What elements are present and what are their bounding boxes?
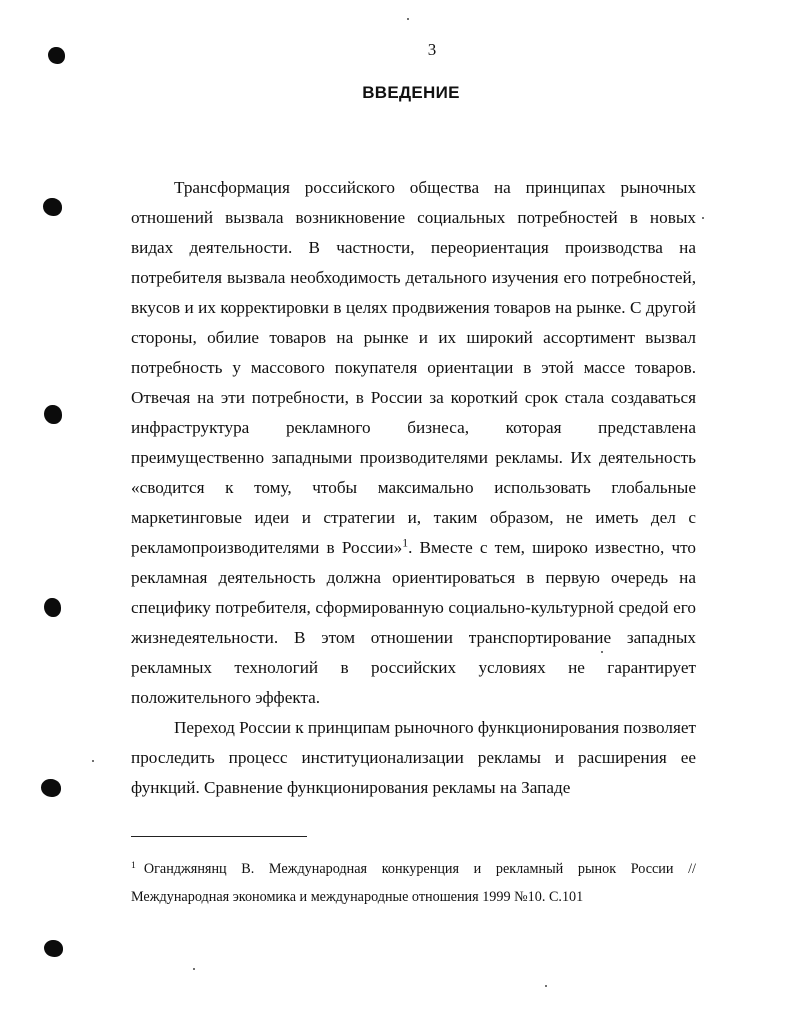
punch-hole-mark (44, 405, 62, 424)
punch-hole-mark (44, 598, 61, 617)
page-number: 3 (427, 40, 437, 59)
footnote (131, 855, 696, 911)
punch-hole-mark (43, 198, 62, 216)
punch-hole-mark (44, 940, 63, 957)
paragraph-1-text-end: . Вместе с тем, широко известно, что рекламная деятельность должна ориентироваться в первую очередь на специфику потребителя, сформированную социально-культурной средой его жизнедеятельности. В этом отношении транспортирование западных рекламных технологий в российских условиях не гарантирует положительного эффекта. (131, 538, 696, 707)
paragraph-1-text-start: Трансформация российского общества на принципах рыночных отношений вызвала возникновение социальных потребностей в новых видах деятельности. В частности, переориентация производства на потребителя вызвала необходимость детального изучения его потребностей, вкусов и их корректировки в целях продвижения товаров на рынке. С другой стороны, обилие товаров на рынке и их широкий ассортимент вызвал потребность у массового покупателя ориентации в этой массе товаров. Отвечая на эти потребности, в России за короткий срок стала создаваться инфраструктура рекламного бизнеса, которая представлена преимущественно западными производителями рекламы. Их деятельность «сводится к тому, чтобы максимально использовать глобальные маркетинговые идеи и стратегии и, таким образом, не иметь дел с рекламопроизводителями в России» (131, 178, 696, 557)
scan-speck (407, 18, 409, 20)
punch-hole-mark (41, 779, 61, 797)
footnote-text: Оганджянянц В. Международная конкуренция и рекламный рынок России // Международная экономика и международные отношения 1999 №10. С.101 (131, 861, 696, 905)
footnote-reference: 1 (402, 536, 409, 550)
scan-speck (545, 985, 547, 987)
footnote-divider (131, 836, 307, 837)
body-text (131, 173, 696, 803)
scan-speck (193, 968, 195, 970)
section-heading: ВВЕДЕНИЕ (362, 83, 460, 102)
scan-speck (92, 760, 94, 762)
paragraph-2: Переход России к принципам рыночного функционирования позволяет проследить процесс институционализации рекламы и расширения ее функций. Сравнение функционирования рекламы на Западе (131, 718, 696, 797)
paragraph-1 (131, 173, 696, 713)
footnote-marker: 1 (131, 859, 136, 871)
scan-speck (702, 217, 704, 219)
punch-hole-mark (48, 47, 65, 64)
